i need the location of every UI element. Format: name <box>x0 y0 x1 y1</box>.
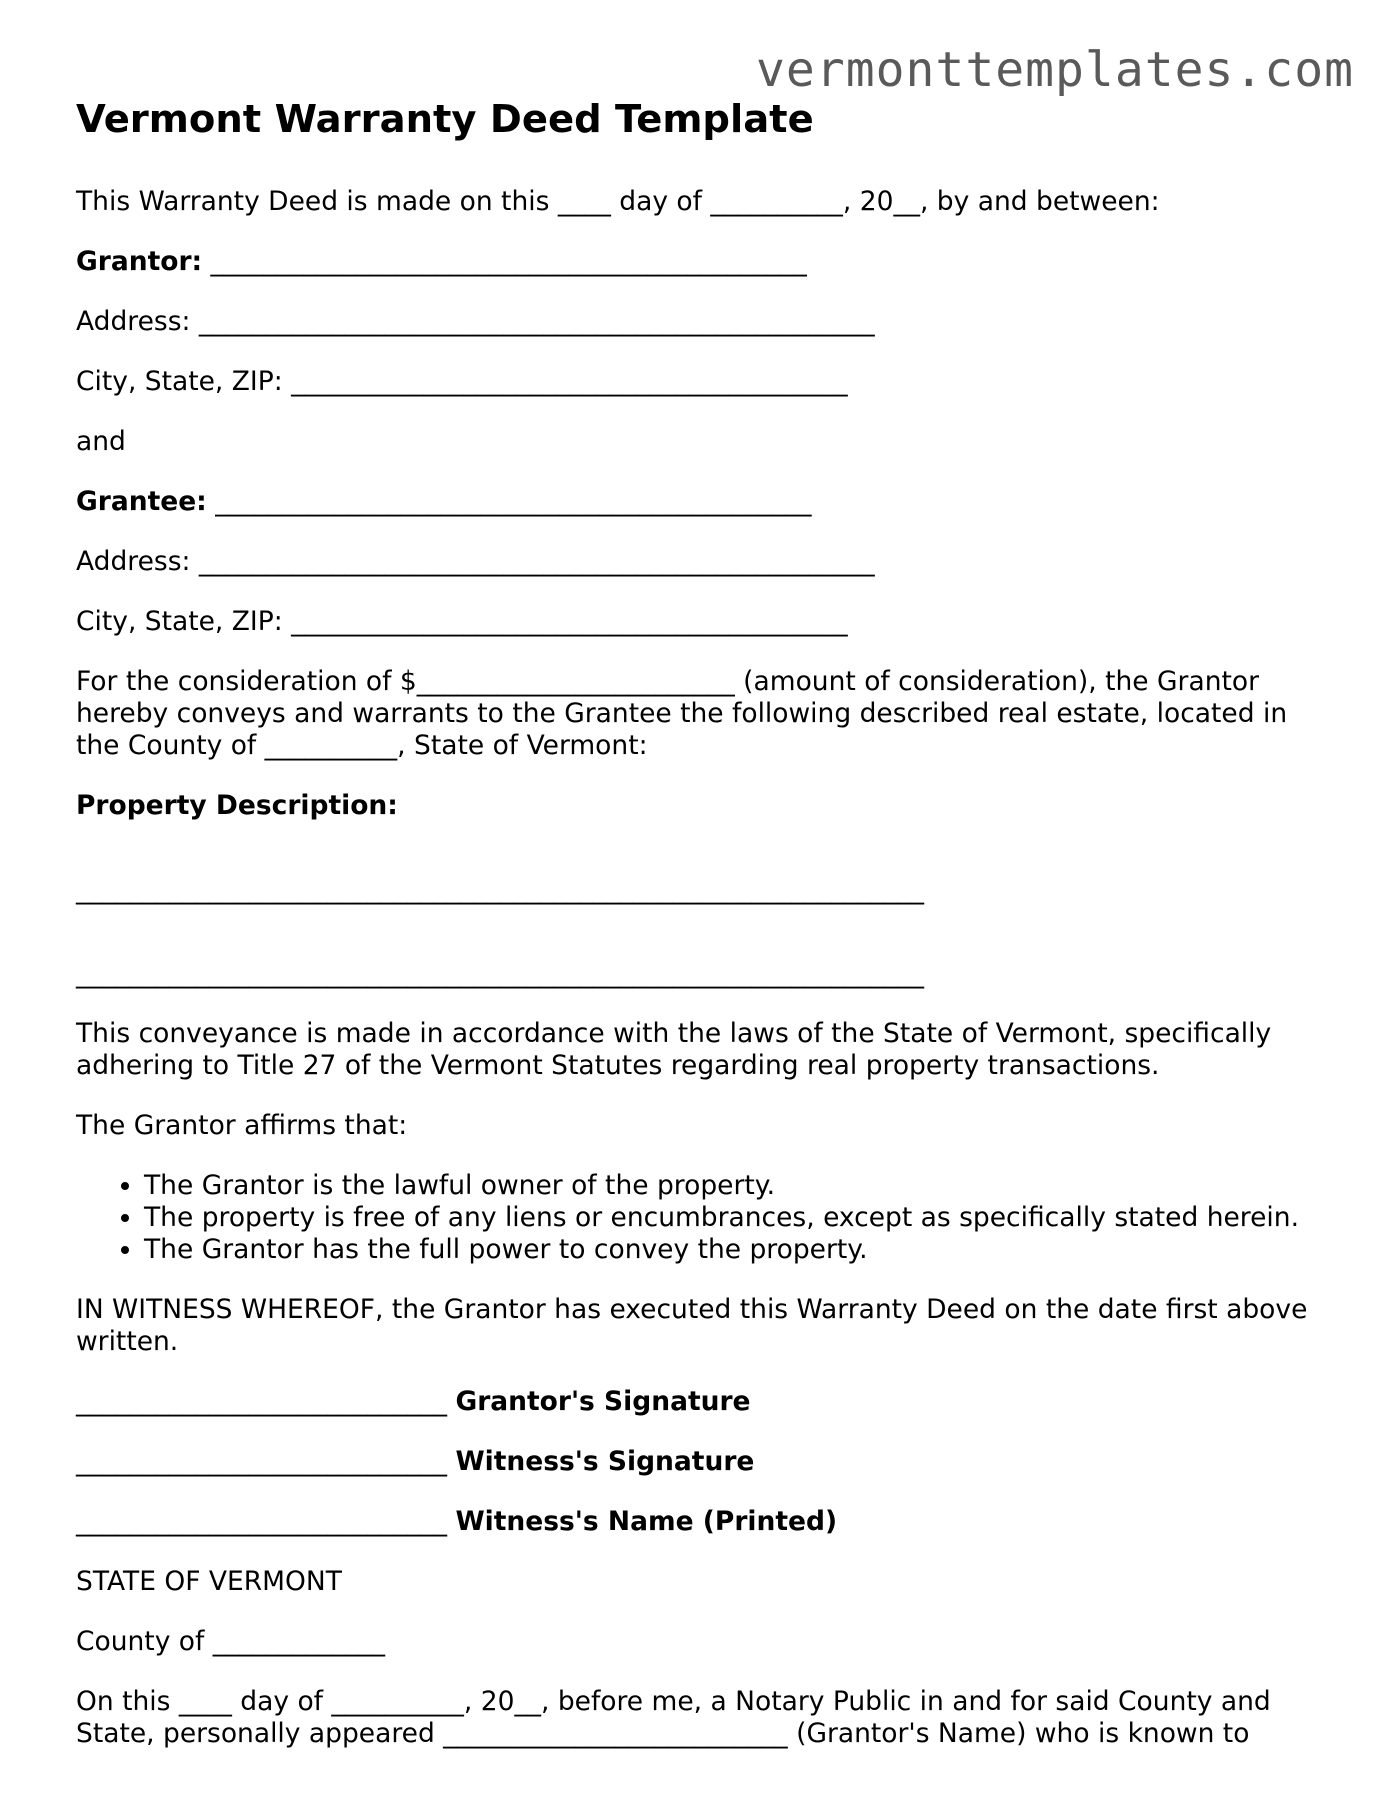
signature-label: Witness's Name (Printed) <box>455 1506 838 1537</box>
witness-clause: IN WITNESS WHEREOF, the Grantor has executed this Warranty Deed on the date first above written. <box>76 1294 1308 1357</box>
grantor-signature-line <box>76 1386 1316 1418</box>
property-line-2: ________________________________________________________________ <box>76 958 924 989</box>
property-line-1: ________________________________________________________________ <box>76 874 924 905</box>
county-line: County of _____________ <box>76 1626 386 1657</box>
signature-blank: ____________________________ <box>76 1446 456 1477</box>
consideration-paragraph: For the consideration of $________________________ (amount of consideration), the Grantor hereby conveys and warrants to the Grantee the following described real estate, located in the County of __________, State of Vermont: <box>76 666 1288 761</box>
grantor-city: City, State, ZIP: __________________________________________ <box>76 366 848 397</box>
intro-paragraph: This Warranty Deed is made on this ____ day of __________, 20__, by and between: <box>76 186 1160 217</box>
signature-label: Grantor's Signature <box>455 1386 751 1417</box>
property-heading: Property Description: <box>76 790 398 821</box>
list-item: • The Grantor has the full power to convey the property. <box>144 1234 1316 1266</box>
notary-paragraph: On this ____ day of __________, 20__, before me, a Notary Public in and for said County and State, personally appeared __________________________ (Grantor's Name) who is known to <box>76 1686 1271 1749</box>
grantor-blank: _____________________________________________ <box>202 246 807 277</box>
state-heading: STATE OF VERMONT <box>76 1566 342 1597</box>
list-item: • The Grantor is the lawful owner of the property. <box>144 1170 1316 1202</box>
watermark-text: vermonttemplates.com <box>756 42 1354 98</box>
witness-name-line <box>76 1506 1316 1538</box>
and-text: and <box>76 426 126 457</box>
witness-signature-line <box>76 1446 1316 1478</box>
grantee-blank: _____________________________________________ <box>206 486 812 517</box>
grantee-address: Address: ___________________________________________________ <box>76 546 875 577</box>
signature-blank: ____________________________ <box>76 1386 456 1417</box>
grantor-label: Grantor: <box>76 246 203 277</box>
page-title: Vermont Warranty Deed Template <box>76 97 814 142</box>
signature-blank: ____________________________ <box>76 1506 456 1537</box>
grantee-label: Grantee: <box>76 486 207 517</box>
signature-label: Witness's Signature <box>455 1446 755 1477</box>
grantor-address: Address: ___________________________________________________ <box>76 306 875 337</box>
deed-document <box>76 92 1316 1778</box>
affirmations-list <box>76 1170 1316 1266</box>
list-item: • The property is free of any liens or encumbrances, except as specifically stated herein. <box>144 1202 1316 1234</box>
affirms-intro: The Grantor affirms that: <box>76 1110 408 1141</box>
grantee-line <box>76 486 1316 518</box>
grantor-line <box>76 246 1316 278</box>
grantee-city: City, State, ZIP: __________________________________________ <box>76 606 848 637</box>
conveyance-paragraph: This conveyance is made in accordance with the laws of the State of Vermont, specifically adhering to Title 27 of the Vermont Statutes regarding real property transactions. <box>76 1018 1272 1081</box>
